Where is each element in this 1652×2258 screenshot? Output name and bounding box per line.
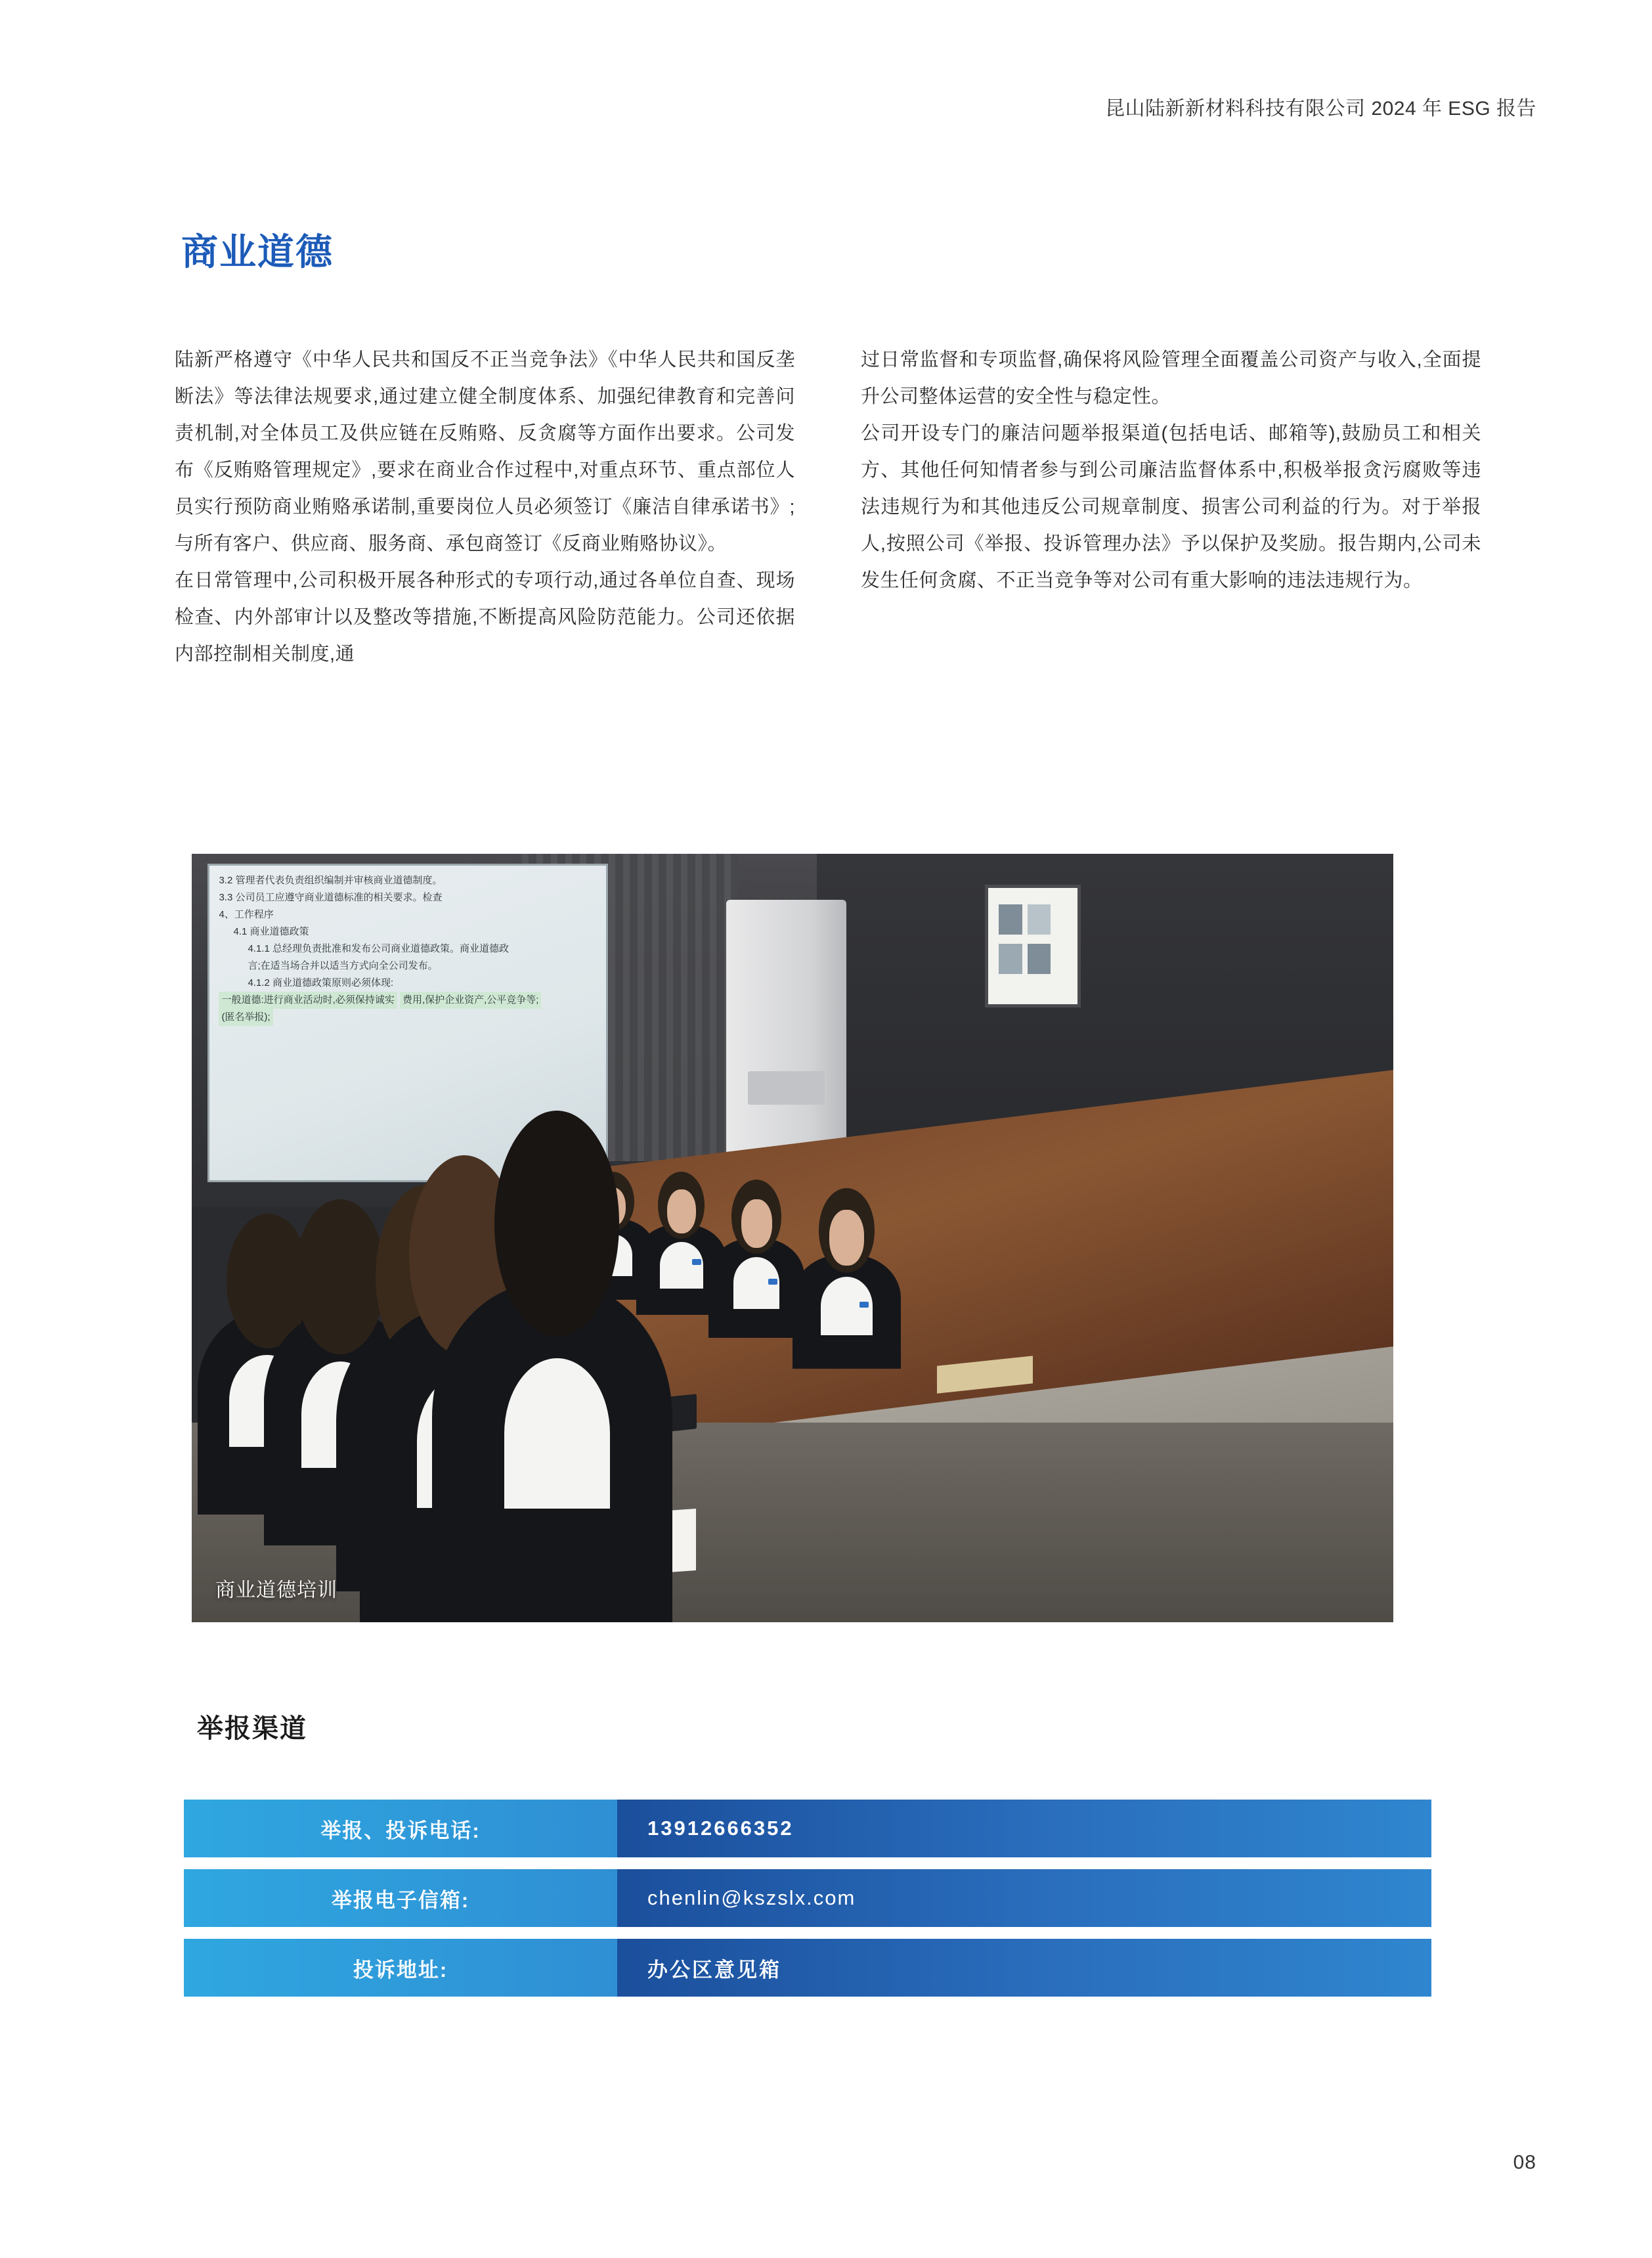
slide-line: 3.2 管理者代表负责组织编制并审核商业道德制度。	[219, 874, 443, 886]
slide-line: 费用,保护企业资产,公平竞争等;	[400, 992, 542, 1009]
paragraph: 在日常管理中,公司积极开展各种形式的专项行动,通过各单位自查、现场检查、内外部审计以及整改等措施,不断提高风险防范能力。公司还依据内部控制相关制度,通	[175, 570, 795, 665]
wall-picture-frame	[985, 885, 1081, 1007]
body-column-left	[175, 342, 795, 673]
channel-label: 举报电子信箱:	[184, 1869, 617, 1927]
page-number: 08	[1513, 2152, 1536, 2173]
table-row	[184, 1939, 1431, 1997]
paragraph: 公司开设专门的廉洁问题举报渠道(包括电话、邮箱等),鼓励员工和相关方、其他任何知情者参与到公司廉洁监督体系中,积极举报贪污腐败等违法违规行为和其他违反公司规章制度、损害公司利益的行为。对于举报人,按照公司《举报、投诉管理办法》予以保护及奖励。报告期内,公司未发生任何贪腐、不正当竞争等对公司有重大影响的违法违规行为。	[861, 423, 1481, 591]
channel-value: 办公区意见箱	[617, 1939, 1431, 1997]
slide-line: 4.1.2 商业道德政策原则必须体现:	[248, 977, 394, 988]
channel-value: chenlin@kszslx.com	[617, 1869, 1431, 1927]
body-column-right	[861, 342, 1481, 673]
channel-value: 13912666352	[617, 1800, 1431, 1857]
channels-title: 举报渠道	[197, 1714, 307, 1743]
slide-line: 言;在适当场合并以适当方式向全公司发布。	[248, 960, 438, 971]
body-columns	[175, 342, 1481, 673]
slide-line: 4.1.1 总经理负责批准和发布公司商业道德政策。商业道德政	[248, 942, 509, 954]
table-row	[184, 1800, 1431, 1857]
slide-line: 4、工作程序	[219, 908, 274, 920]
person	[793, 1184, 901, 1369]
slide-line: 3.3 公司员工应遵守商业道德标准的相关要求。检查	[219, 891, 443, 903]
training-photo	[192, 854, 1393, 1622]
person	[432, 1099, 672, 1622]
channels-table	[184, 1800, 1431, 2008]
photo-caption: 商业道德培训	[215, 1580, 337, 1601]
slide-line: 一般道德:进行商业活动时,必须保持诚实	[219, 992, 397, 1009]
paragraph: 陆新严格遵守《中华人民共和国反不正当竞争法》《中华人民共和国反垄断法》等法律法规要求,通过建立健全制度体系、加强纪律教育和完善问责机制,对全体员工及供应链在反贿赂、反贪腐等方面作出要求。公司发布《反贿赂管理规定》,要求在商业合作过程中,对重点环节、重点部位人员实行预防商业贿赂承诺制,重要岗位人员必须签订《廉洁自律承诺书》;与所有客户、供应商、服务商、承包商签订《反商业贿赂协议》。	[175, 349, 795, 554]
channel-label: 举报、投诉电话:	[184, 1800, 617, 1857]
page-title: 商业道德	[181, 231, 334, 273]
channel-label: 投诉地址:	[184, 1939, 617, 1997]
photo-illustration	[192, 854, 1393, 1622]
document-header: 昆山陆新新材料科技有限公司 2024 年 ESG 报告	[1105, 98, 1536, 120]
air-conditioner	[726, 900, 846, 1176]
table-row	[184, 1869, 1431, 1927]
paragraph: 过日常监督和专项监督,确保将风险管理全面覆盖公司资产与收入,全面提升公司整体运营的安全性与稳定性。	[861, 349, 1481, 407]
slide-line: 4.1 商业道德政策	[233, 925, 309, 937]
slide-line: (匿名举报);	[219, 1009, 272, 1026]
person	[708, 1176, 804, 1338]
